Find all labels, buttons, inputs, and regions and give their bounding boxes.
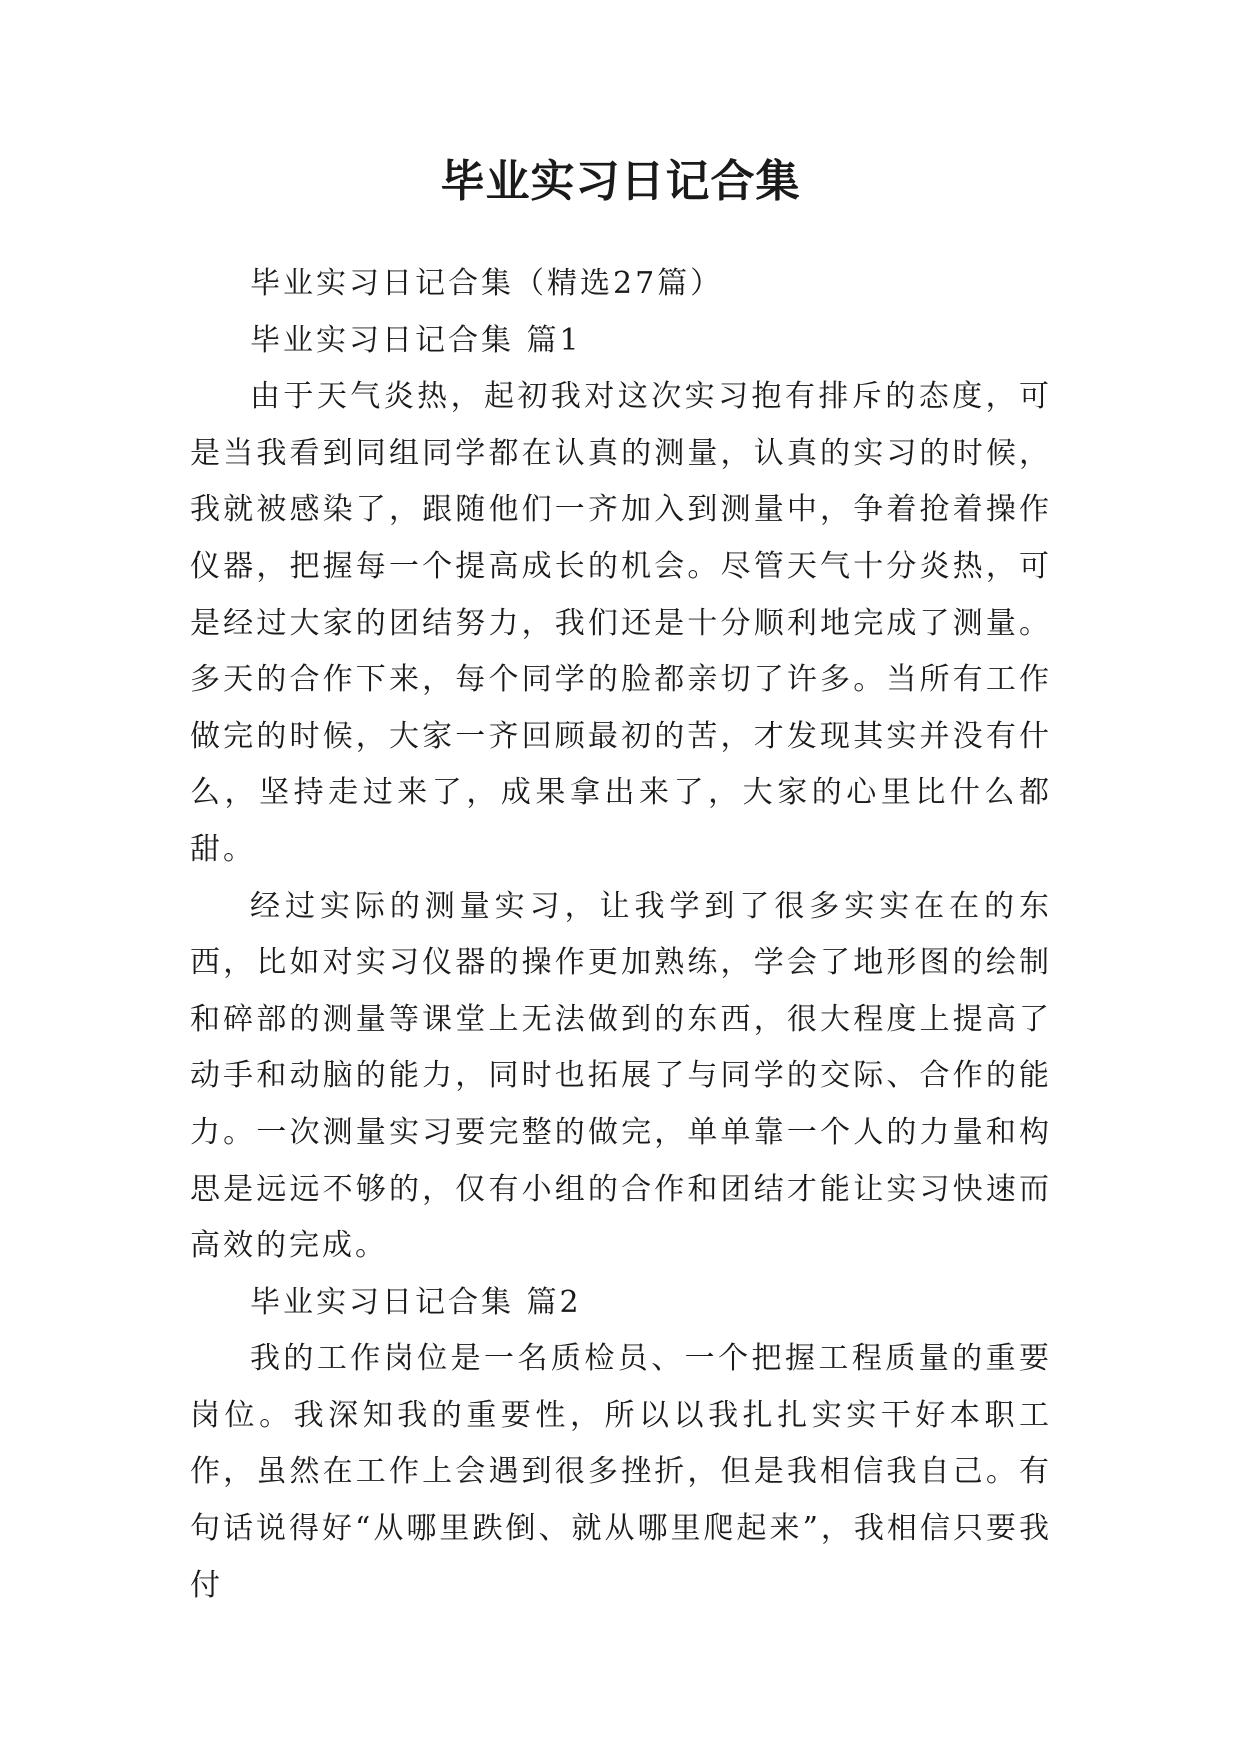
document-body bbox=[190, 256, 1052, 1614]
body-paragraph: 经过实际的测量实习，让我学到了很多实实在在的东西，比如对实习仪器的操作更加熟练，学会了地形图的绘制和碎部的测量等课堂上无法做到的东西，很大程度上提高了动手和动脑的能力，同时也拓展了与同学的交际、合作的能力。一次测量实习要完整的做完，单单靠一个人的力量和构思是远远不够的，仅有小组的合作和团结才能让实习快速而高效的完成。 bbox=[190, 888, 1052, 1264]
subtitle-paragraph: 毕业实习日记合集（精选27篇） bbox=[250, 266, 724, 301]
section-heading: 毕业实习日记合集 篇2 bbox=[250, 1284, 582, 1320]
section-heading: 毕业实习日记合集 篇1 bbox=[250, 322, 582, 358]
body-paragraph: 由于天气炎热，起初我对这次实习抱有排斥的态度，可是当我看到同组同学都在认真的测量，认真的实习的时候，我就被感染了，跟随他们一齐加入到测量中，争着抢着操作仪器，把握每一个提高成长的机会。尽管天气十分炎热，可是经过大家的团结努力，我们还是十分顺利地完成了测量。多天的合作下来，每个同学的脸都亲切了许多。当所有工作做完的时候，大家一齐回顾最初的苦，才发现其实并没有什么，坚持走过来了，成果拿出来了，大家的心里比什么都甜。 bbox=[190, 379, 1052, 867]
body-paragraph: 我的工作岗位是一名质检员、一个把握工程质量的重要岗位。我深知我的重要性，所以以我扎扎实实干好本职工作，虽然在工作上会遇到很多挫折，但是我相信我自己。有句话说得好“从哪里跌倒、就从哪里爬起来”，我相信只要我付 bbox=[190, 1341, 1052, 1603]
document-title: 毕业实习日记合集 bbox=[440, 156, 801, 207]
